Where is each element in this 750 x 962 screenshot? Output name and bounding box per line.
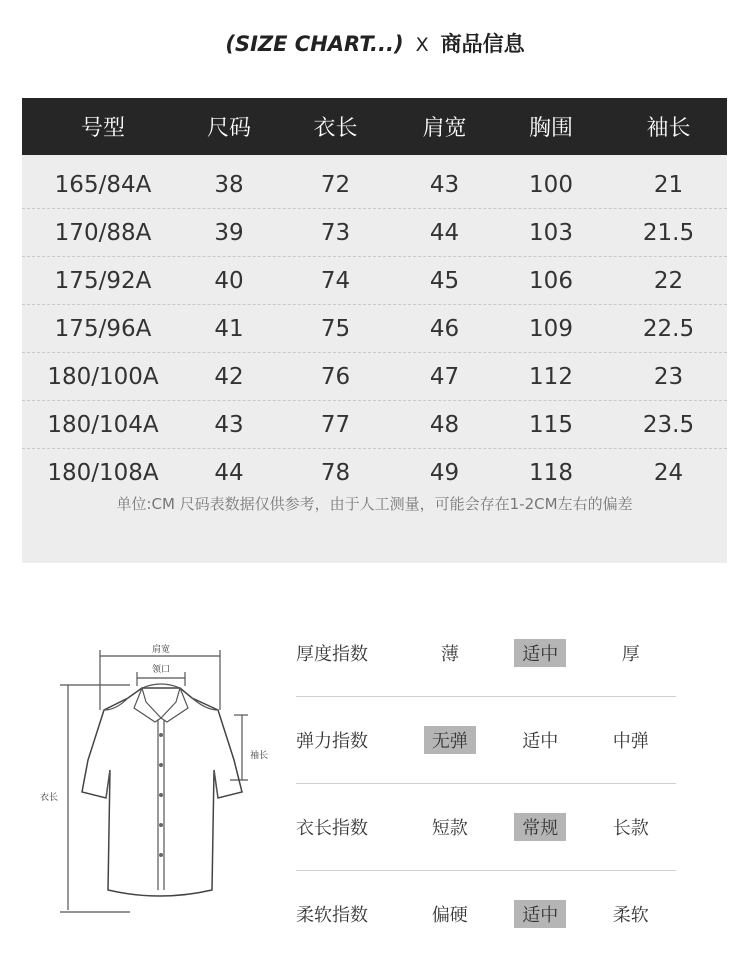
cell-length: 78 bbox=[320, 459, 351, 486]
table-row bbox=[22, 257, 727, 305]
index-option-cell bbox=[495, 900, 585, 928]
cell-model: 165/84A bbox=[54, 171, 152, 198]
index-option-cell bbox=[586, 900, 676, 928]
cell-length: 75 bbox=[320, 315, 351, 342]
index-option-cell bbox=[586, 726, 676, 754]
cell-model: 170/88A bbox=[54, 219, 152, 246]
page-title bbox=[0, 28, 750, 58]
table-row bbox=[22, 305, 727, 353]
index-option: 短款 bbox=[431, 818, 468, 839]
title-chinese: 商品信息 bbox=[440, 32, 525, 56]
cell-size: 38 bbox=[214, 171, 244, 198]
index-option: 偏硬 bbox=[431, 905, 468, 926]
cell-model: 180/100A bbox=[47, 363, 159, 390]
index-option: 长款 bbox=[612, 818, 649, 839]
index-option-selected: 适中 bbox=[514, 639, 566, 667]
index-option-cell bbox=[586, 639, 676, 667]
cell-sleeve: 24 bbox=[653, 459, 684, 486]
index-label: 衣长指数 bbox=[296, 818, 368, 839]
header-cell-chest: 胸围 bbox=[528, 116, 573, 141]
sleeve-label: 袖长 bbox=[250, 751, 269, 761]
title-separator: X bbox=[415, 34, 429, 56]
cell-length: 73 bbox=[320, 219, 351, 246]
cell-shoulder: 45 bbox=[429, 267, 460, 294]
cell-sleeve: 22.5 bbox=[642, 315, 695, 342]
cell-sleeve: 23.5 bbox=[642, 411, 695, 438]
size-chart-body bbox=[22, 161, 727, 496]
cell-chest: 115 bbox=[529, 411, 573, 438]
index-option-cell bbox=[495, 726, 585, 754]
cell-chest: 106 bbox=[529, 267, 573, 294]
header-cell-size: 尺码 bbox=[206, 116, 251, 141]
cell-size: 40 bbox=[214, 267, 244, 294]
size-chart-header-row bbox=[22, 98, 727, 155]
size-chart-table bbox=[22, 98, 727, 563]
cell-chest: 109 bbox=[529, 315, 573, 342]
index-option-cell bbox=[405, 900, 495, 928]
cell-chest: 103 bbox=[529, 219, 573, 246]
index-option: 薄 bbox=[440, 644, 459, 665]
index-option-cell bbox=[405, 813, 495, 841]
fabric-index-table bbox=[296, 610, 676, 957]
index-row-softness bbox=[296, 871, 676, 957]
cell-length: 74 bbox=[320, 267, 351, 294]
cell-sleeve: 22 bbox=[653, 267, 684, 294]
cell-length: 77 bbox=[320, 411, 351, 438]
index-option-cell bbox=[495, 639, 585, 667]
cell-model: 180/108A bbox=[47, 459, 159, 486]
index-option-selected: 常规 bbox=[514, 813, 566, 841]
index-option-selected: 无弹 bbox=[424, 726, 476, 754]
cell-size: 43 bbox=[214, 411, 244, 438]
index-option: 适中 bbox=[522, 731, 559, 752]
cell-shoulder: 43 bbox=[429, 171, 460, 198]
table-row bbox=[22, 209, 727, 257]
index-option: 柔软 bbox=[612, 905, 649, 926]
measurement-note: 单位:CM 尺码表数据仅供参考，由于人工测量，可能会存在1-2CM左右的偏差 bbox=[116, 495, 633, 513]
cell-shoulder: 49 bbox=[429, 459, 460, 486]
cell-chest: 118 bbox=[529, 459, 573, 486]
cell-shoulder: 47 bbox=[429, 363, 460, 390]
cell-model: 180/104A bbox=[47, 411, 159, 438]
shirt-diagram bbox=[30, 640, 280, 930]
collar-label: 领口 bbox=[152, 665, 171, 675]
cell-length: 72 bbox=[320, 171, 351, 198]
header-cell-length: 衣长 bbox=[313, 116, 358, 141]
cell-size: 44 bbox=[214, 459, 244, 486]
index-option-cell bbox=[495, 813, 585, 841]
cell-shoulder: 46 bbox=[429, 315, 460, 342]
cell-size: 41 bbox=[214, 315, 244, 342]
table-row bbox=[22, 353, 727, 401]
index-label: 弹力指数 bbox=[296, 731, 368, 752]
cell-sleeve: 21 bbox=[653, 171, 684, 198]
cell-length: 76 bbox=[320, 363, 351, 390]
table-row bbox=[22, 161, 727, 209]
cell-size: 39 bbox=[214, 219, 244, 246]
cell-chest: 100 bbox=[529, 171, 573, 198]
cell-sleeve: 21.5 bbox=[642, 219, 695, 246]
index-option-selected: 适中 bbox=[514, 900, 566, 928]
index-row-thickness bbox=[296, 610, 676, 697]
table-row bbox=[22, 449, 727, 496]
index-option: 中弹 bbox=[612, 731, 649, 752]
index-option-cell bbox=[405, 726, 495, 754]
index-row-elasticity bbox=[296, 697, 676, 784]
index-option: 厚 bbox=[621, 644, 640, 665]
header-cell-model: 号型 bbox=[80, 116, 125, 141]
header-cell-sleeve: 袖长 bbox=[646, 116, 691, 141]
title-english: (SIZE CHART...) bbox=[225, 32, 404, 56]
index-label: 厚度指数 bbox=[296, 644, 368, 665]
cell-shoulder: 48 bbox=[429, 411, 460, 438]
cell-sleeve: 23 bbox=[653, 363, 684, 390]
index-option-cell bbox=[405, 639, 495, 667]
length-label: 衣长 bbox=[40, 793, 59, 803]
shoulder-label: 肩宽 bbox=[152, 645, 171, 655]
cell-shoulder: 44 bbox=[429, 219, 460, 246]
index-label: 柔软指数 bbox=[296, 905, 368, 926]
cell-size: 42 bbox=[214, 363, 244, 390]
header-cell-shoulder: 肩宽 bbox=[422, 116, 467, 141]
table-row bbox=[22, 401, 727, 449]
index-row-length bbox=[296, 784, 676, 871]
cell-model: 175/96A bbox=[54, 315, 152, 342]
cell-chest: 112 bbox=[529, 363, 573, 390]
cell-model: 175/92A bbox=[54, 267, 152, 294]
index-option-cell bbox=[586, 813, 676, 841]
